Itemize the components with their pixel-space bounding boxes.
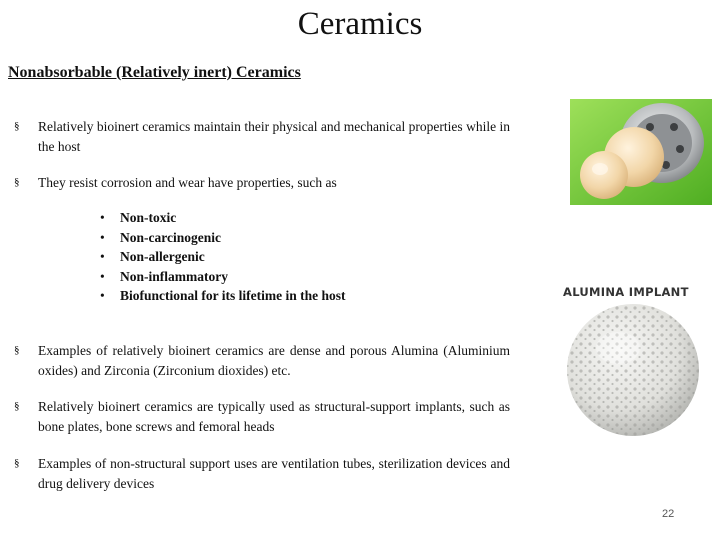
bullet-text: Relatively bioinert ceramics are typically used as structural-support implants, such as bone plates, bone screws and femoral heads xyxy=(38,399,510,434)
property-text: Non-toxic xyxy=(120,210,177,225)
bullet-marker: § xyxy=(14,400,20,412)
bullet-dot: • xyxy=(100,229,105,245)
property-text: Non-carcinogenic xyxy=(120,229,221,245)
bullet-paragraph xyxy=(14,454,510,493)
page-number: 22 xyxy=(662,508,675,520)
bullet-text: Examples of non-structural support uses are ventilation tubes, sterilization devices and drug delivery devices xyxy=(38,456,510,491)
hip-implant-photo xyxy=(570,99,712,205)
property-item xyxy=(96,208,346,228)
bullet-paragraph xyxy=(14,173,510,193)
property-text: Non-inflammatory xyxy=(120,268,228,284)
bullet-text: Relatively bioinert ceramics maintain their physical and mechanical properties while in the host xyxy=(38,119,510,154)
bullet-text: Examples of relatively bioinert ceramics are dense and porous Alumina (Aluminium oxides) and Zirconia (Zirconium dioxides) etc. xyxy=(38,343,510,378)
bullet-marker: § xyxy=(14,176,20,188)
property-item xyxy=(96,267,346,287)
bullet-paragraph xyxy=(14,397,510,436)
property-text: Biofunctional for its lifetime in the host xyxy=(120,288,346,303)
bullet-paragraph xyxy=(14,341,510,380)
bullet-paragraph xyxy=(14,117,510,156)
slide-subtitle: Nonabsorbable (Relatively inert) Ceramics xyxy=(8,64,301,81)
bullet-marker: § xyxy=(14,120,20,132)
bullet-text: They resist corrosion and wear have properties, such as xyxy=(38,175,337,190)
alumina-implant-photo xyxy=(560,296,706,442)
bullet-dot: • xyxy=(100,249,105,264)
bullet-dot: • xyxy=(100,210,105,225)
property-text: Non-allergenic xyxy=(120,249,205,264)
porous-sphere-illustration xyxy=(560,296,706,442)
property-item xyxy=(96,286,346,306)
bullet-marker: § xyxy=(14,457,20,469)
property-item xyxy=(96,228,346,248)
slide-title: Ceramics xyxy=(297,6,423,42)
bullet-marker: § xyxy=(14,344,20,356)
hip-implant-illustration xyxy=(570,99,712,205)
property-item xyxy=(96,247,346,267)
property-list xyxy=(96,208,346,306)
bullet-dot: • xyxy=(100,288,105,303)
alumina-implant-label: ALUMINA IMPLANT xyxy=(563,285,689,299)
bullet-dot: • xyxy=(100,268,105,284)
